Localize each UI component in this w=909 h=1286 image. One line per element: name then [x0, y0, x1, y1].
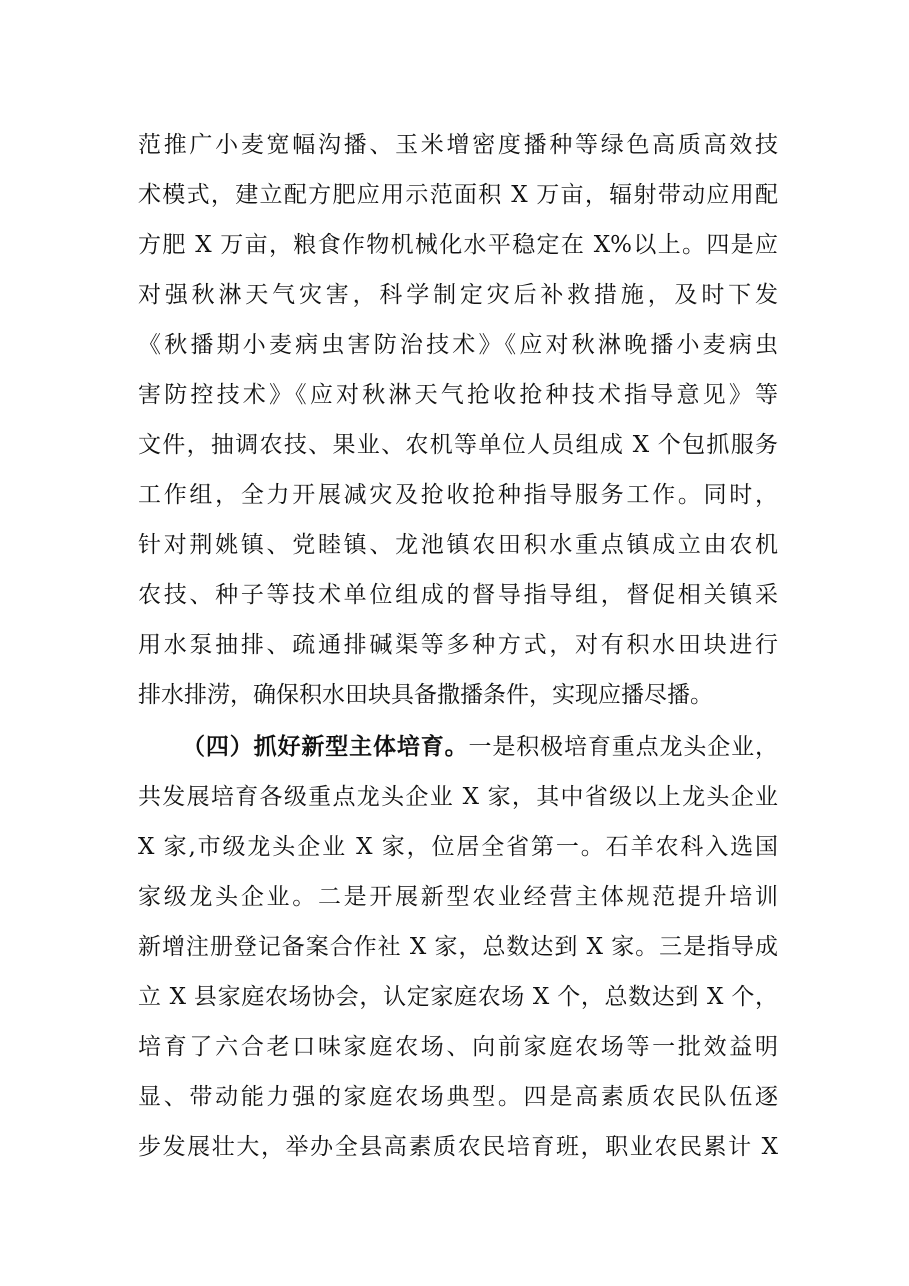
text-line: 培育了六合老口味家庭农场、向前家庭农场等一批效益明 [138, 1034, 778, 1060]
text-line: X 家,市级龙头企业 X 家，位居全省第一。石羊农科入选国 [138, 834, 778, 860]
text-line: 害防控技术》《应对秋淋天气抢收抢种技术指导意见》等 [138, 382, 778, 408]
text-line: 方肥 X 万亩，粮食作物机械化水平稳定在 X%以上。四是应 [138, 232, 778, 258]
text-line: 显、带动能力强的家庭农场典型。四是高素质农民队伍逐 [138, 1084, 778, 1110]
text-line: 文件，抽调农技、果业、农机等单位人员组成 X 个包抓服务 [138, 432, 778, 458]
text-line: 新增注册登记备案合作社 X 家，总数达到 X 家。三是指导成 [138, 934, 778, 960]
text-line: 家级龙头企业。二是开展新型农业经营主体规范提升培训 [138, 884, 778, 910]
text-run: 一是积极培育重点龙头企业， [468, 734, 778, 760]
text-line: 用水泵抽排、疏通排碱渠等多种方式，对有积水田块进行 [138, 632, 778, 658]
text-line: 工作组，全力开展减灾及抢收抢种指导服务工作。同时， [138, 482, 778, 508]
text-line: 排水排涝，确保积水田块具备撒播条件，实现应播尽播。 [138, 682, 713, 708]
text-line: 立 X 县家庭农场协会，认定家庭农场 X 个，总数达到 X 个， [138, 984, 778, 1010]
section-heading: （四）抓好新型主体培育。 [182, 733, 469, 760]
text-line: 《秋播期小麦病虫害防治技术》《应对秋淋晚播小麦病虫 [138, 332, 778, 358]
text-line-first [182, 732, 778, 762]
text-line: 针对荆姚镇、党睦镇、龙池镇农田积水重点镇成立由农机 [138, 532, 778, 558]
text-line: 步发展壮大，举办全县高素质农民培育班，职业农民累计 X [138, 1134, 778, 1160]
text-line: 术模式，建立配方肥应用示范面积 X 万亩，辐射带动应用配 [138, 182, 778, 208]
text-line: 农技、种子等技术单位组成的督导指导组，督促相关镇采 [138, 582, 778, 608]
text-line: 共发展培育各级重点龙头企业 X 家，其中省级以上龙头企业 [138, 784, 778, 810]
text-line: 对强秋淋天气灾害，科学制定灾后补救措施，及时下发 [138, 282, 778, 308]
text-line: 范推广小麦宽幅沟播、玉米增密度播种等绿色高质高效技 [138, 132, 778, 158]
